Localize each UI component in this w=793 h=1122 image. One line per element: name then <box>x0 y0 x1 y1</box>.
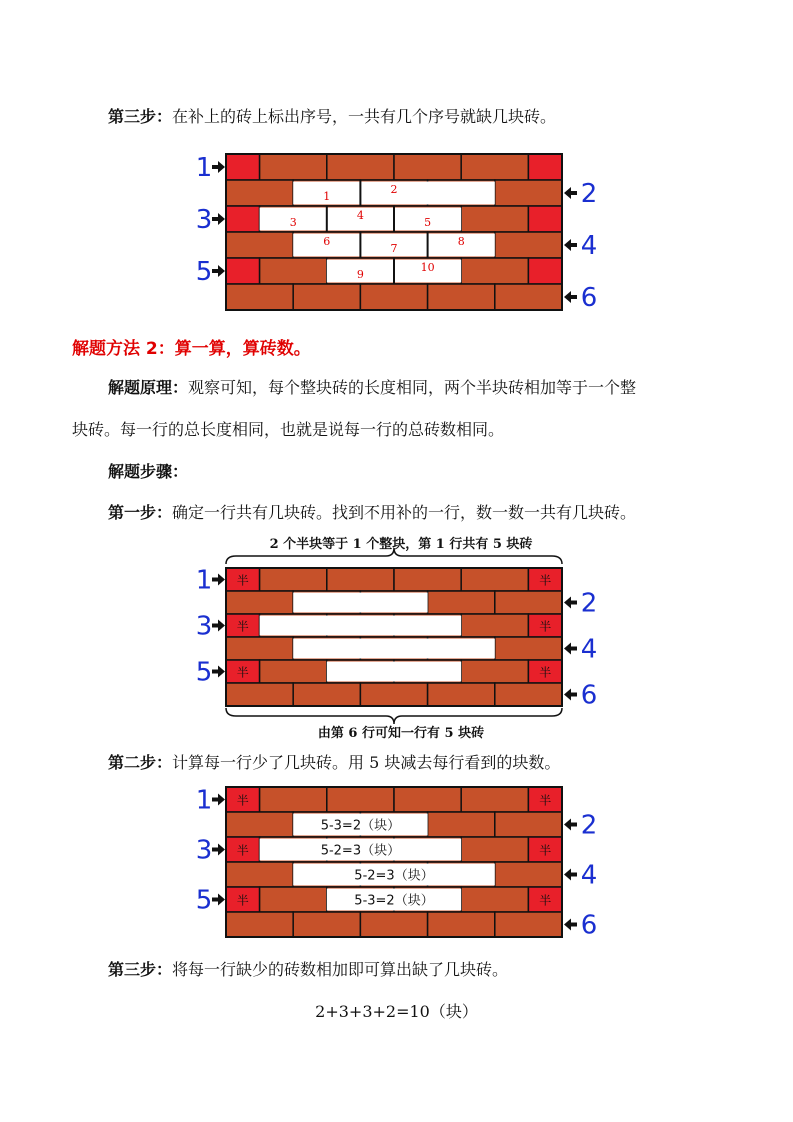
step3b-line <box>108 958 508 982</box>
gap-calculation: 5-3=2（块） <box>354 893 434 909</box>
method2-heading: 解题方法 2：算一算，算砖数。 <box>72 339 311 359</box>
brick <box>327 154 394 180</box>
half-brick <box>226 258 260 284</box>
brick <box>360 683 427 706</box>
brick <box>226 912 293 937</box>
half-brick-label: 半 <box>539 793 552 808</box>
step2-label: 第二步： <box>108 753 173 772</box>
principle-text1: 观察可知，每个整块砖的长度相同，两个半块砖相加等于一个整 <box>188 378 637 397</box>
right-arrow-icon <box>212 620 225 632</box>
missing-bricks-gap <box>260 616 462 636</box>
brick <box>293 284 360 310</box>
step3-line <box>108 105 556 129</box>
row-number-marker: 1 <box>195 785 213 816</box>
half-brick-label: 半 <box>236 619 249 634</box>
half-brick <box>528 206 562 232</box>
brick <box>226 637 293 660</box>
top-brace <box>226 548 562 564</box>
row-number-marker: 4 <box>580 860 598 891</box>
left-arrow-icon <box>564 643 577 655</box>
gap-brick-number: 8 <box>457 235 465 248</box>
principle-label: 解题原理： <box>108 378 189 397</box>
half-brick-label: 半 <box>236 573 249 588</box>
brick <box>226 591 293 614</box>
half-brick <box>528 154 562 180</box>
right-arrow-icon <box>212 894 225 906</box>
half-brick <box>226 206 260 232</box>
row-number-marker: 4 <box>580 231 598 261</box>
brick <box>260 887 327 912</box>
gap-brick-number: 10 <box>420 261 435 274</box>
row-number-marker: 2 <box>580 588 598 619</box>
brick <box>226 232 293 258</box>
left-arrow-icon <box>564 689 577 701</box>
row-number-marker: 5 <box>195 885 213 916</box>
brick <box>327 787 394 812</box>
final-equation: 2+3+3+2=10（块） <box>315 1002 478 1021</box>
gap-calculation: 5-2=3（块） <box>354 868 434 884</box>
brick <box>495 912 562 937</box>
row-number-marker: 6 <box>580 680 598 711</box>
brick <box>495 683 562 706</box>
brick <box>461 154 528 180</box>
figure2-top-caption: 2 个半块等于 1 个整块，第 1 行共有 5 块砖 <box>269 537 533 552</box>
row-number-marker: 3 <box>195 205 213 235</box>
brick <box>495 180 562 206</box>
row-number-marker: 5 <box>195 257 213 287</box>
brick <box>226 284 293 310</box>
row-number-marker: 6 <box>580 283 598 313</box>
brick <box>495 591 562 614</box>
row-number-marker: 4 <box>580 634 598 665</box>
brick <box>461 568 528 591</box>
brick <box>394 154 461 180</box>
brick <box>226 180 293 206</box>
brick <box>495 812 562 837</box>
brick <box>428 284 495 310</box>
brick-wall-figure-3 <box>196 785 606 945</box>
right-arrow-icon <box>212 265 225 277</box>
step3-text: 在补上的砖上标出序号，一共有几个序号就缺几块砖。 <box>172 107 557 126</box>
principle-line2: 块砖。每一行的总长度相同，也就是说每一行的总砖数相同。 <box>72 420 505 439</box>
brick <box>461 787 528 812</box>
left-arrow-icon <box>564 597 577 609</box>
gap-brick-number: 6 <box>323 235 331 248</box>
brick <box>293 683 360 706</box>
step1-text: 确定一行共有几块砖。找到不用补的一行，数一数一共有几块砖。 <box>172 503 637 522</box>
brick <box>461 206 528 232</box>
missing-bricks-gap <box>293 593 427 613</box>
brick-wall-figure-2 <box>196 548 606 724</box>
brick <box>260 787 327 812</box>
brick <box>461 614 528 637</box>
half-brick-label: 半 <box>236 665 249 680</box>
half-brick-label: 半 <box>539 843 552 858</box>
brick <box>428 591 495 614</box>
figure2-bottom-caption: 由第 6 行可知一行有 5 块砖 <box>317 726 485 741</box>
principle-line1 <box>108 376 636 400</box>
row-number-marker: 6 <box>580 910 598 941</box>
brick <box>226 683 293 706</box>
right-arrow-icon <box>212 213 225 225</box>
brick <box>260 258 327 284</box>
step3b-label: 第三步： <box>108 960 173 979</box>
gap-brick-number: 1 <box>323 190 331 203</box>
missing-bricks-gap <box>293 639 495 659</box>
right-arrow-icon <box>212 844 225 856</box>
left-arrow-icon <box>564 239 577 251</box>
gap-brick-number: 7 <box>390 242 398 255</box>
brick <box>428 683 495 706</box>
brick <box>327 568 394 591</box>
brick <box>495 862 562 887</box>
step3-label: 第三步： <box>108 107 173 126</box>
half-brick <box>528 258 562 284</box>
brick <box>260 568 327 591</box>
row-number-marker: 5 <box>195 657 213 688</box>
brick <box>394 568 461 591</box>
gap-calculation: 5-2=3（块） <box>320 843 401 859</box>
missing-bricks-gap <box>327 662 461 682</box>
right-arrow-icon <box>212 574 225 586</box>
right-arrow-icon <box>212 666 225 678</box>
brick <box>461 837 528 862</box>
step3b-text: 将每一行缺少的砖数相加即可算出缺了几块砖。 <box>172 960 509 979</box>
row-number-marker: 2 <box>580 179 598 209</box>
half-brick-label: 半 <box>539 619 552 634</box>
brick <box>495 637 562 660</box>
gap-brick-number: 2 <box>390 183 398 196</box>
half-brick-label: 半 <box>539 573 552 588</box>
left-arrow-icon <box>564 819 577 831</box>
step2-line <box>108 751 560 775</box>
brick <box>360 912 427 937</box>
step1-label: 第一步： <box>108 503 173 522</box>
brick <box>461 660 528 683</box>
brick <box>226 862 293 887</box>
brick <box>360 284 427 310</box>
gap-brick-number: 5 <box>424 216 432 229</box>
brick <box>394 787 461 812</box>
row-number-marker: 1 <box>195 153 213 183</box>
row-number-marker: 3 <box>195 835 213 866</box>
brick <box>260 660 327 683</box>
step1-line <box>108 501 636 525</box>
half-brick-label: 半 <box>236 843 249 858</box>
right-arrow-icon <box>212 161 225 173</box>
brick <box>293 912 360 937</box>
brick <box>428 912 495 937</box>
half-brick-label: 半 <box>236 793 249 808</box>
row-number-marker: 2 <box>580 810 598 841</box>
gap-calculation: 5-3=2（块） <box>320 818 401 834</box>
half-brick-label: 半 <box>539 665 552 680</box>
brick <box>461 258 528 284</box>
steps-label: 解题步骤： <box>108 462 189 481</box>
row-number-marker: 3 <box>195 611 213 642</box>
brick <box>495 232 562 258</box>
brick-wall-figure-1 <box>196 150 606 315</box>
gap-brick-number: 9 <box>356 268 364 281</box>
half-brick <box>226 154 260 180</box>
brick <box>461 887 528 912</box>
brick <box>260 154 327 180</box>
brick <box>428 812 495 837</box>
gap-brick-number: 3 <box>289 216 297 229</box>
row-number-marker: 1 <box>195 565 213 596</box>
half-brick-label: 半 <box>236 893 249 908</box>
left-arrow-icon <box>564 869 577 881</box>
half-brick-label: 半 <box>539 893 552 908</box>
left-arrow-icon <box>564 919 577 931</box>
brick <box>226 812 293 837</box>
left-arrow-icon <box>564 291 577 303</box>
step2-text: 计算每一行少了几块砖。用 5 块减去每行看到的块数。 <box>172 753 561 772</box>
gap-brick-number: 4 <box>356 209 364 222</box>
right-arrow-icon <box>212 794 225 806</box>
left-arrow-icon <box>564 187 577 199</box>
brick <box>495 284 562 310</box>
